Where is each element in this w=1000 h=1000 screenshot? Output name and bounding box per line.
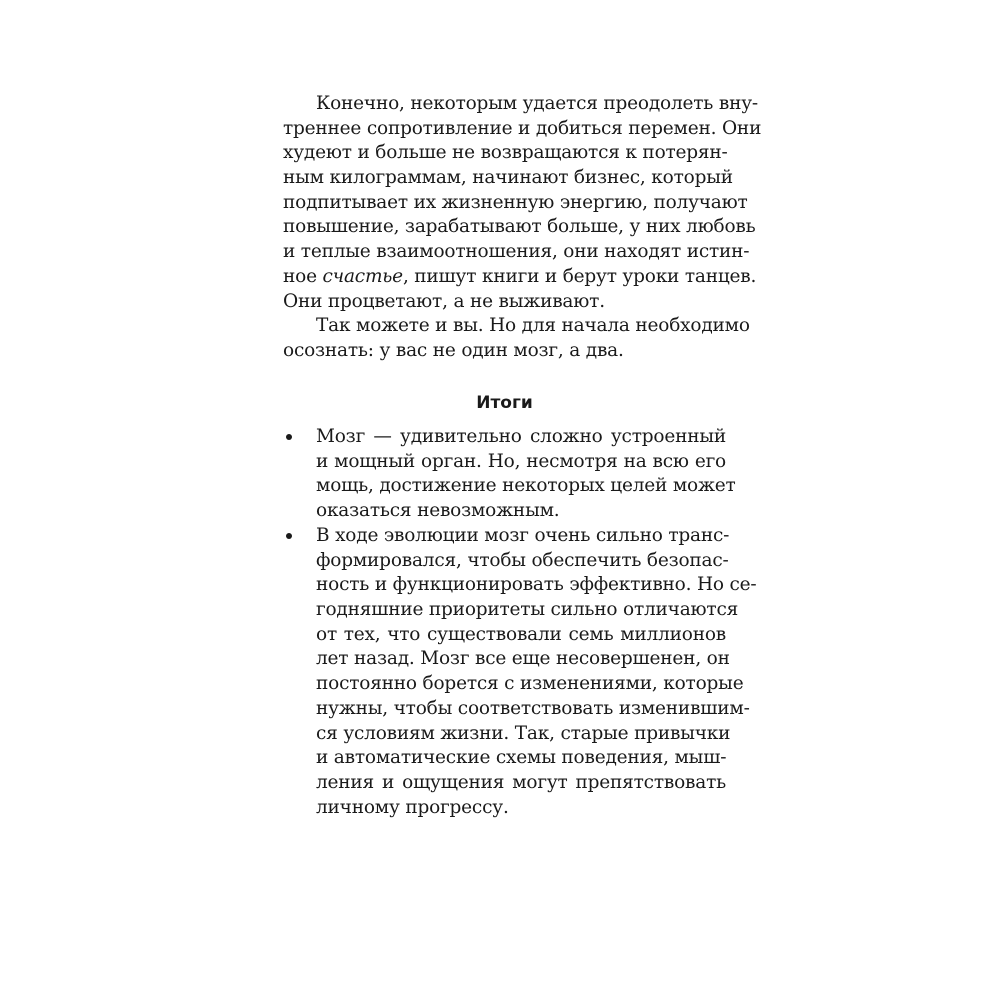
text-line: и автоматические схемы поведения, мыш- [316,747,727,769]
text-line: повышение, зарабатывают больше, у них любовь [283,216,756,238]
text-line: Они процветают, а не выживают. [283,290,605,312]
text-line: худеют и больше не возвращаются к потерян- [283,142,728,164]
text-line: Так можете и вы. Но для начала необходимо [316,315,750,336]
summary-bullet-1 [283,425,736,524]
bullet-icon [286,533,292,539]
text-line: постоянно борется с изменениями, которые [316,673,744,695]
text-line: и мощный орган. Но, несмотря на всю его [316,450,726,472]
text-line: ления и ощущения могут препятствовать [316,771,726,793]
text-line: Конечно, некоторым удается преодолеть вну- [316,93,758,114]
text-line: ся условиям жизни. Так, старые привычки [316,722,731,744]
text-line: нужны, чтобы соответствовать изменившим- [316,697,750,719]
text-line: от тех, что существовали семь миллионов [316,623,726,645]
emphasized-word: счастье [322,265,403,287]
bullet-icon [286,434,292,440]
text-line: годняшние приоритеты сильно отличаются [316,599,739,621]
text-line [283,265,757,290]
text-line: оказаться невозможным. [316,500,560,522]
text-fragment: ное [283,265,323,287]
text-line: ность и функционировать эффективно. Но се- [316,574,757,596]
text-line: подпитывает их жизненную энергию, получают [283,191,748,213]
text-line: мощь, достижение некоторых целей может [316,475,736,497]
text-line: и теплые взаимоотношения, они находят истин- [283,241,750,263]
bullet-text [283,425,736,524]
bullet-text [283,524,757,820]
section-heading: Итоги [476,393,533,413]
paragraph-1 [283,92,762,314]
text-line: формировался, чтобы обеспечить безопас- [316,549,729,571]
text-fragment: , пишут книги и берут уроки танцев. [402,265,757,287]
text-line: осознать: у вас не один мозг, а два. [283,339,624,361]
text-line: лет назад. Мозг все еще несовершенен, он [316,648,730,670]
paragraph-2 [283,314,750,363]
text-line: ным килограммам, начинают бизнес, который [283,167,733,189]
text-line: Мозг — удивительно сложно устроенный [316,426,726,447]
text-line: треннее сопротивление и добиться перемен. Они [283,117,762,139]
summary-bullet-2 [283,524,757,820]
text-line: В ходе эволюции мозг очень сильно транс- [316,525,730,546]
text-line: личному прогрессу. [316,796,509,818]
